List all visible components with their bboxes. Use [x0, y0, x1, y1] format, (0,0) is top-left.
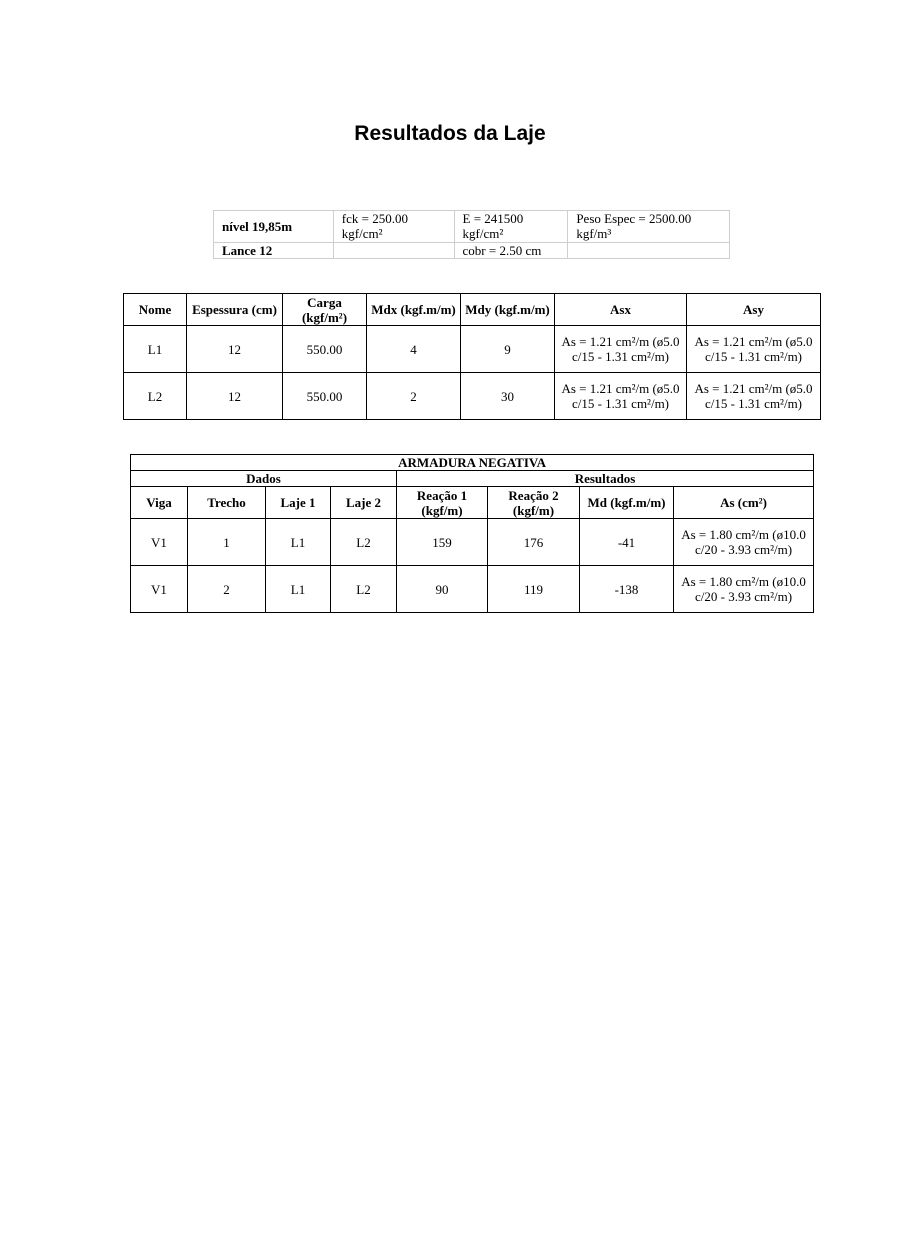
specific-weight-value: Peso Espec = 2500.00 kgf/m³: [568, 211, 730, 243]
table-cell: -41: [580, 519, 674, 566]
column-header: Mdy (kgf.m/m): [461, 294, 555, 326]
negative-table-title: ARMADURA NEGATIVA: [131, 455, 814, 471]
fck-value: fck = 250.00 kgf/cm²: [333, 211, 454, 243]
table-cell: As = 1.21 cm²/m (ø5.0 c/15 - 1.31 cm²/m): [687, 326, 821, 373]
table-row: [131, 519, 814, 566]
slab-results-table: [123, 293, 821, 420]
table-row: [131, 566, 814, 613]
elastic-modulus-value: E = 241500 kgf/cm²: [454, 211, 568, 243]
table-cell: L1: [124, 326, 187, 373]
empty-cell: [333, 243, 454, 259]
column-header: Md (kgf.m/m): [580, 487, 674, 519]
nivel-label: nível 19,85m: [214, 211, 334, 243]
empty-cell: [568, 243, 730, 259]
group-header-dados: Dados: [131, 471, 397, 487]
table-cell: V1: [131, 566, 188, 613]
table-cell: 159: [397, 519, 488, 566]
table-cell: 176: [488, 519, 580, 566]
column-header: As (cm²): [674, 487, 814, 519]
column-header: Reação 1 (kgf/m): [397, 487, 488, 519]
table-cell: L2: [331, 519, 397, 566]
table-cell: 12: [187, 373, 283, 420]
table-cell: 90: [397, 566, 488, 613]
column-header: Carga (kgf/m²): [283, 294, 367, 326]
group-header-resultados: Resultados: [397, 471, 814, 487]
table-header-row: [124, 294, 821, 326]
column-header: Espessura (cm): [187, 294, 283, 326]
column-header: Mdx (kgf.m/m): [367, 294, 461, 326]
table-cell: L1: [266, 519, 331, 566]
table-row: [124, 373, 821, 420]
column-header: Asx: [555, 294, 687, 326]
table-cell: -138: [580, 566, 674, 613]
table-cell: As = 1.80 cm²/m (ø10.0 c/20 - 3.93 cm²/m): [674, 519, 814, 566]
table-header-row: [131, 487, 814, 519]
table-cell: L2: [124, 373, 187, 420]
column-header: Trecho: [188, 487, 266, 519]
lance-label: Lance 12: [214, 243, 334, 259]
table-cell: As = 1.80 cm²/m (ø10.0 c/20 - 3.93 cm²/m): [674, 566, 814, 613]
table-cell: 119: [488, 566, 580, 613]
negative-reinforcement-table: [130, 454, 814, 613]
table-cell: L1: [266, 566, 331, 613]
table-row: [124, 326, 821, 373]
table-cell: 550.00: [283, 373, 367, 420]
column-header: Asy: [687, 294, 821, 326]
table-cell: 30: [461, 373, 555, 420]
column-header: Laje 1: [266, 487, 331, 519]
table-cell: 4: [367, 326, 461, 373]
table-cell: 2: [367, 373, 461, 420]
column-header: Laje 2: [331, 487, 397, 519]
table-cell: As = 1.21 cm²/m (ø5.0 c/15 - 1.31 cm²/m): [687, 373, 821, 420]
page-title: Resultados da Laje: [354, 122, 546, 145]
table-cell: 2: [188, 566, 266, 613]
column-header: Reação 2 (kgf/m): [488, 487, 580, 519]
slab-info-table: [213, 210, 730, 259]
table-cell: 12: [187, 326, 283, 373]
table-cell: As = 1.21 cm²/m (ø5.0 c/15 - 1.31 cm²/m): [555, 326, 687, 373]
cover-value: cobr = 2.50 cm: [454, 243, 568, 259]
column-header: Nome: [124, 294, 187, 326]
table-cell: 1: [188, 519, 266, 566]
table-cell: As = 1.21 cm²/m (ø5.0 c/15 - 1.31 cm²/m): [555, 373, 687, 420]
table-cell: 9: [461, 326, 555, 373]
table-cell: L2: [331, 566, 397, 613]
column-header: Viga: [131, 487, 188, 519]
table-cell: 550.00: [283, 326, 367, 373]
table-cell: V1: [131, 519, 188, 566]
